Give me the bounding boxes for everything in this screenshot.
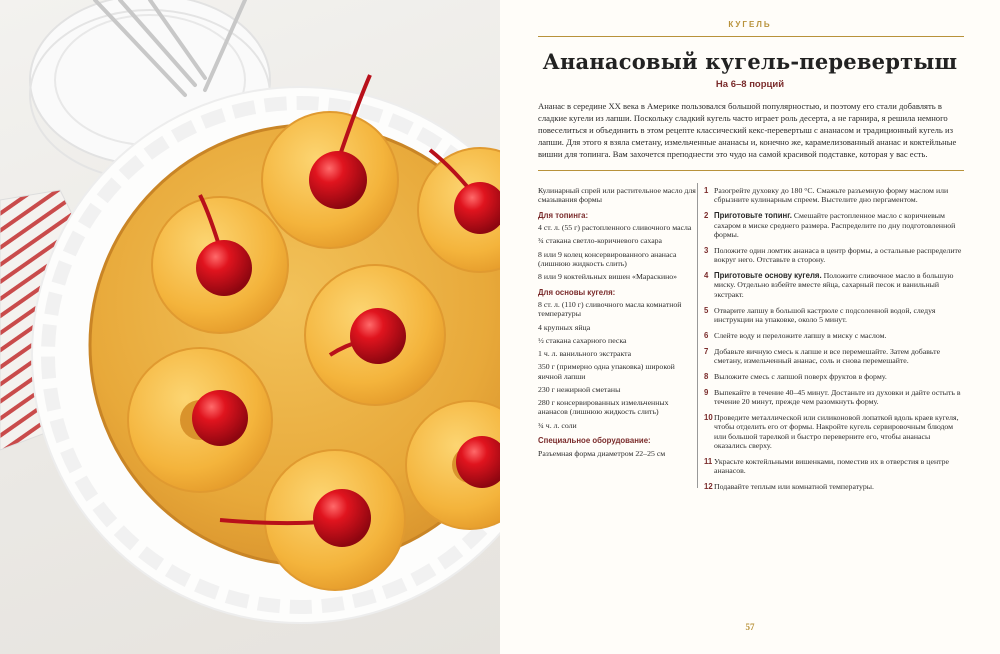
step-text: Отварите лапшу в большой кастрюле с подсоленной водой, следуя инструкции на упаковке, около 5 минут. [714, 305, 936, 325]
recipe-page [500, 0, 1000, 654]
ingredient-item: 8 или 9 колец консервированного ананаса (лишнюю жидкость слить) [538, 249, 677, 269]
step-text: Украсьте коктейльными вишенками, поместив их в отверстия в центре ананасов. [714, 456, 949, 476]
step-number: 2 [704, 211, 709, 221]
ingredient-item: ¾ стакана светло-коричневого сахара [538, 236, 663, 246]
column-divider [697, 183, 698, 488]
ingredients-column [538, 186, 698, 462]
servings-label: На 6–8 порций [715, 79, 785, 90]
step-text: Подавайте теплым или комнатной температуры. [714, 482, 874, 492]
ingredients-subheading: Для топинга: [538, 210, 589, 220]
steps-list [704, 186, 962, 498]
step-item [704, 413, 962, 451]
step-number: 8 [704, 371, 709, 381]
ingredients-subheading: Для основы кугеля: [538, 287, 616, 297]
step-text: Положите сливочное масло в большую миску. Отдельно взбейте вместе яйца, сахарный песок и ванильный экстракт. [714, 271, 954, 299]
step-text: Слейте воду и переложите лапшу в миску с маслом. [714, 330, 887, 340]
header-rule [538, 36, 964, 37]
step-item [704, 331, 962, 340]
step-text: Добавьте яичную смесь к лапше и все перемешайте. Затем добавьте сметану, измельченный ананас, соль и снова перемешайте. [714, 346, 941, 366]
recipe-title: Ананасовый кугель-перевертыш [542, 49, 958, 74]
ingredient-item: 4 крупных яйца [538, 322, 591, 332]
step-number: 7 [704, 346, 709, 356]
ingredients-subheading: Специальное оборудование: [538, 436, 651, 446]
ingredient-item: 280 г консервированных измельченных ананасов (лишнюю жидкость слить) [538, 398, 669, 417]
step-text: Выложите смесь с лапшой поверх фруктов в форму. [714, 371, 887, 381]
ingredient-item: ½ стакана сахарного песка [538, 335, 627, 345]
ingredient-item: ¾ ч. л. соли [538, 420, 577, 430]
step-number: 5 [704, 305, 709, 315]
step-number: 4 [704, 271, 709, 281]
ingredient-item: 8 или 9 коктейльных вишен «Мараскино» [538, 272, 678, 282]
step-number: 10 [704, 412, 713, 422]
ingredient-item: 4 ст. л. (55 г) растопленного сливочного масла [538, 223, 692, 233]
step-item [704, 211, 962, 239]
step-item [704, 271, 962, 299]
intro-rule [538, 170, 964, 171]
step-number: 6 [704, 330, 709, 340]
step-item [704, 457, 962, 476]
step-text: Проведите металлической или силиконовой лопаткой вдоль краев кугеля, чтобы отделить его от формы. Накройте кугель сервировочным блюдом или большой тарелкой и быстро переверните его, чтобы ананасы оказались сверху. [714, 412, 959, 451]
step-number: 9 [704, 387, 709, 397]
step-bold: Приготовьте основу кугеля. [714, 271, 822, 281]
step-text: Выпекайте в течение 40–45 минут. Достаньте из духовки и дайте остыть в течение 20 минут, прежде чем разомкнуть форму. [714, 387, 961, 407]
step-bold: Приготовьте топинг. [714, 211, 792, 221]
ingredient-item: 8 ст. л. (110 г) сливочного масла комнатной температуры [538, 300, 682, 319]
step-item [704, 388, 962, 407]
recipe-intro: Ананас в середине XX века в Америке пользовался большой популярностью, и поэтому его стали добавлять в сладкие кугели из лапши. Поскольку сладкий кугель часто играет роль десерта, а не гарнира, я решила немного повеселиться и объединить в этом рецепте классический кекс-перевертыш с ананасом и традиционный кугель из лапши. Для этого я взяла сметану, измельченные ананасы и, конечно же, карамелизованный ананас и коктейльные вишни для топинга. Вам захочется преподнести это чудо на самой красивой подставке, которая у вас есть. [538, 101, 957, 159]
step-number: 12 [704, 482, 713, 492]
ingredient-item: 1 ч. л. ванильного экстракта [538, 349, 632, 359]
step-text: Положите один ломтик ананаса в центр формы, а остальные распределите вокруг него. Отставьте в сторону. [714, 245, 962, 265]
ingredient-item: Кулинарный спрей или растительное масло для смазывания формы [538, 186, 696, 205]
step-text: Смешайте растопленное масло с коричневым сахаром в миске среднего размера. Распределите по дну подготовленной формы. [714, 211, 956, 240]
step-item [704, 482, 962, 491]
step-item [704, 347, 962, 366]
ingredient-item: 230 г нежирной сметаны [538, 384, 621, 394]
step-number: 1 [704, 186, 709, 195]
page-number: 57 [745, 622, 755, 632]
step-number: 3 [704, 245, 709, 255]
step-item [704, 246, 962, 265]
step-item [704, 372, 962, 381]
step-item [704, 186, 962, 205]
ingredient-item: 350 г (примерно одна упаковка) широкой яичной лапши [538, 362, 675, 381]
ingredient-item: Разъемная форма диаметром 22–25 см [538, 448, 666, 458]
step-text: Разогрейте духовку до 180 °C. Смажьте разъемную форму маслом или сбрызните кулинарным спреем. Выстелите дно пергаментом. [714, 186, 949, 205]
step-item [704, 306, 962, 325]
step-number: 11 [704, 456, 713, 466]
cherry [192, 390, 248, 446]
section-header: КУГЕЛЬ [728, 20, 772, 29]
